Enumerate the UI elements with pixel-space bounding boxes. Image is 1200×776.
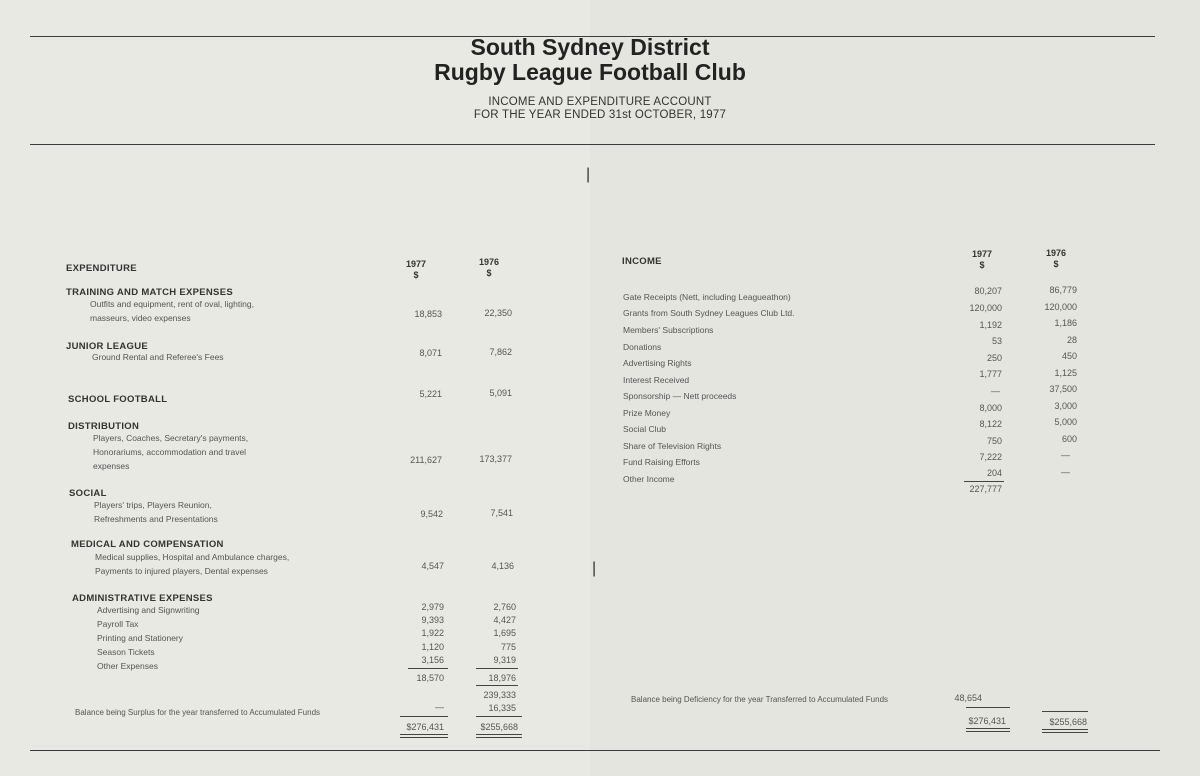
account-period: FOR THE YEAR ENDED 31st OCTOBER, 1977 (473, 109, 727, 121)
junior-heading: JUNIOR LEAGUE (66, 341, 149, 352)
income-item-label: Social Club (623, 424, 666, 434)
admin-item-label: Payroll Tax (97, 619, 139, 629)
subtotal-1976-rule (476, 685, 518, 686)
income-grand-1976-double-rule (1042, 729, 1088, 733)
surplus-1976: 16,335 (488, 703, 516, 713)
junior-desc: Ground Rental and Referee's Fees (92, 352, 224, 362)
income-total-rule (964, 481, 1004, 482)
admin-item-1976: 2,760 (493, 602, 516, 612)
col-header-1977 (962, 249, 1002, 271)
year-label: 1977 (971, 249, 993, 259)
medical-desc (95, 550, 289, 578)
income-item-label: Gate Receipts (Nett, including Leagueathon) (623, 292, 791, 302)
income-heading: INCOME (622, 256, 662, 267)
junior-1977: 8,071 (419, 348, 442, 358)
year-label: 1977 (405, 259, 427, 269)
income-item-1977: 1,192 (979, 320, 1002, 330)
training-1976: 22,350 (484, 308, 512, 318)
school-1976: 5,091 (489, 388, 512, 398)
income-item-1976: 5,000 (1054, 417, 1077, 427)
income-grand-1977: $276,431 (968, 716, 1006, 726)
desc-line: Outfits and equipment, rent of oval, lighting, (90, 299, 254, 309)
expenditure-grand-1976: $255,668 (480, 722, 518, 732)
desc-line: Players, Coaches, Secretary's payments, (93, 433, 249, 443)
school-1977: 5,221 (419, 389, 442, 399)
currency-label: $ (1053, 259, 1059, 269)
admin-item-1976: 9,319 (493, 655, 516, 665)
income-item-1977: 8,122 (979, 419, 1002, 429)
grand-1977-double-rule (400, 734, 448, 738)
income-item-1976: 3,000 (1054, 401, 1077, 411)
income-total-1977: 227,777 (969, 484, 1002, 494)
admin-1977-rule (408, 668, 448, 669)
admin-1976-rule (476, 668, 518, 669)
income-grand-1976-rule (1042, 711, 1088, 712)
desc-line: Payments to injured players, Dental expenses (95, 566, 268, 576)
binding-mark: | (592, 560, 597, 577)
admin-item-label: Advertising and Signwriting (97, 605, 200, 615)
admin-item-label: Season Tickets (97, 647, 155, 657)
grand-1976-double-rule (476, 734, 522, 738)
surplus-1977: — (435, 702, 444, 712)
social-heading: SOCIAL (69, 488, 107, 499)
distribution-1977: 211,627 (410, 455, 442, 465)
header-bottom-rule (30, 144, 1155, 145)
medical-1976: 4,136 (491, 561, 514, 571)
desc-line: Refreshments and Presentations (94, 514, 218, 524)
admin-item-1976: 1,695 (493, 628, 516, 638)
admin-total-1977: 18,570 (416, 673, 444, 683)
desc-line: Honorariums, accommodation and travel (93, 447, 247, 457)
admin-item-1977: 2,979 (421, 602, 444, 612)
admin-heading: ADMINISTRATIVE EXPENSES (72, 593, 213, 604)
income-item-1977: 204 (986, 468, 1002, 478)
admin-item-1976: 775 (500, 642, 516, 652)
social-1976: 7,541 (490, 508, 513, 518)
col-header-1977 (396, 259, 436, 281)
subtotal-1976: 239,333 (483, 690, 516, 700)
account-title: INCOME AND EXPENDITURE ACCOUNT (488, 96, 712, 108)
medical-1977: 4,547 (421, 561, 444, 571)
expenditure-grand-1977: $276,431 (406, 722, 444, 732)
income-item-1976: 1,125 (1054, 368, 1077, 378)
income-item-label: Fund Raising Efforts (623, 457, 700, 467)
club-title-line2: Rugby League Football Club (434, 59, 746, 85)
col-header-1976 (469, 257, 509, 279)
income-item-1977: 8,000 (979, 403, 1002, 413)
income-item-1977: — (991, 386, 1000, 396)
income-item-1977: 120,000 (969, 303, 1002, 313)
income-item-1976: 1,186 (1054, 318, 1077, 328)
admin-item-1977: 3,156 (421, 655, 444, 665)
income-item-label: Advertising Rights (623, 358, 692, 368)
income-item-1977: 80,207 (974, 286, 1002, 296)
income-item-1976: 28 (1066, 335, 1077, 345)
income-item-1976: — (1061, 467, 1070, 477)
year-label: 1976 (478, 257, 500, 267)
surplus-label: Balance being Surplus for the year transferred to Accumulated Funds (75, 708, 321, 717)
binding-mark: | (586, 166, 591, 183)
currency-label: $ (413, 270, 419, 280)
admin-item-1977: 1,922 (421, 628, 444, 638)
admin-item-label: Other Expenses (97, 661, 158, 671)
income-item-label: Other Income (623, 474, 675, 484)
currency-label: $ (486, 268, 492, 278)
desc-line: Players' trips, Players Reunion, (94, 500, 212, 510)
income-item-label: Grants from South Sydney Leagues Club Ltd. (623, 308, 795, 318)
income-item-1976: — (1061, 450, 1070, 460)
income-item-label: Share of Television Rights (623, 441, 722, 451)
grand-1976-rule (476, 716, 522, 717)
income-item-1976: 86,779 (1049, 285, 1077, 295)
deficiency-label: Balance being Deficiency for the year Transferred to Accumulated Funds (631, 695, 889, 704)
distribution-heading: DISTRIBUTION (68, 421, 140, 432)
deficiency-1977: 48,654 (954, 693, 982, 703)
admin-item-label: Printing and Stationery (97, 633, 183, 643)
col-header-1976 (1036, 248, 1076, 270)
income-item-1977: 750 (986, 436, 1002, 446)
income-item-1976: 37,500 (1049, 384, 1077, 394)
income-item-1977: 53 (991, 336, 1002, 346)
training-desc (90, 297, 254, 325)
income-item-label: Sponsorship — Nett proceeds (623, 391, 737, 401)
income-item-1976: 120,000 (1044, 302, 1077, 312)
grand-1977-rule (400, 716, 448, 717)
year-label: 1976 (1045, 248, 1067, 258)
club-title-line1: South Sydney District (470, 34, 710, 60)
income-item-1976: 450 (1061, 351, 1077, 361)
admin-total-1976: 18,976 (488, 673, 516, 683)
currency-label: $ (979, 260, 985, 270)
admin-item-1977: 9,393 (421, 615, 444, 625)
junior-1976: 7,862 (489, 347, 512, 357)
income-grand-1977-rule (966, 707, 1010, 708)
income-grand-1977-double-rule (966, 728, 1010, 732)
income-item-label: Prize Money (623, 408, 671, 418)
desc-line: masseurs, video expenses (90, 313, 191, 323)
income-item-1977: 7,222 (979, 452, 1002, 462)
income-item-label: Interest Received (623, 375, 690, 385)
bottom-rule (30, 750, 1160, 751)
income-item-label: Members' Subscriptions (623, 325, 714, 335)
training-heading: TRAINING AND MATCH EXPENSES (66, 287, 233, 298)
desc-line: Medical supplies, Hospital and Ambulance charges, (95, 552, 290, 562)
social-1977: 9,542 (420, 509, 443, 519)
income-item-1977: 1,777 (979, 369, 1002, 379)
income-grand-1976: $255,668 (1049, 717, 1087, 727)
medical-heading: MEDICAL AND COMPENSATION (71, 539, 224, 550)
income-item-1977: 250 (986, 353, 1002, 363)
distribution-1976: 173,377 (479, 454, 512, 464)
income-item-label: Donations (623, 342, 662, 352)
training-1977: 18,853 (414, 309, 442, 319)
social-desc (94, 498, 218, 526)
admin-item-1977: 1,120 (421, 642, 444, 652)
income-item-1976: 600 (1061, 434, 1077, 444)
admin-item-1976: 4,427 (493, 615, 516, 625)
expenditure-heading: EXPENDITURE (66, 263, 137, 274)
distribution-desc (93, 431, 248, 473)
desc-line: expenses (93, 461, 130, 471)
school-heading: SCHOOL FOOTBALL (68, 394, 168, 405)
